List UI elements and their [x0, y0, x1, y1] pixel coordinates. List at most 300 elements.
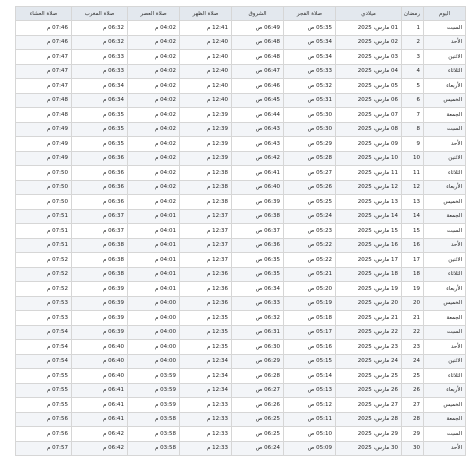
cell-fajr: 05:21 ص	[284, 267, 336, 282]
cell-ramadan-day: 22	[402, 325, 424, 340]
cell-sunrise: 06:47 ص	[232, 64, 284, 79]
table-row	[16, 412, 466, 427]
cell-ramadan-day: 29	[402, 427, 424, 442]
cell-maghrib: 06:37 م	[72, 209, 128, 224]
cell-date: 11 مارس، 2025	[336, 166, 402, 181]
cell-isha: 07:49 م	[16, 122, 72, 137]
cell-ramadan-day: 4	[402, 64, 424, 79]
cell-day: الاثنين	[424, 253, 466, 268]
cell-sunrise: 06:35 ص	[232, 253, 284, 268]
cell-day: الثلاثاء	[424, 369, 466, 384]
table-row	[16, 137, 466, 152]
cell-sunrise: 06:32 ص	[232, 311, 284, 326]
cell-day: الجمعة	[424, 108, 466, 123]
cell-dhuhr: 12:39 م	[180, 151, 232, 166]
cell-maghrib: 06:41 م	[72, 383, 128, 398]
table-row	[16, 50, 466, 65]
cell-dhuhr: 12:38 م	[180, 180, 232, 195]
cell-isha: 07:48 م	[16, 93, 72, 108]
cell-sunrise: 06:41 ص	[232, 166, 284, 181]
cell-asr: 04:02 م	[128, 35, 180, 50]
cell-isha: 07:55 م	[16, 398, 72, 413]
cell-dhuhr: 12:34 م	[180, 369, 232, 384]
cell-day: الأربعاء	[424, 180, 466, 195]
table-row	[16, 64, 466, 79]
cell-maghrib: 06:42 م	[72, 441, 128, 456]
cell-fajr: 05:30 ص	[284, 108, 336, 123]
cell-isha: 07:50 م	[16, 180, 72, 195]
cell-date: 01 مارس، 2025	[336, 21, 402, 36]
cell-day: الثلاثاء	[424, 267, 466, 282]
cell-fajr: 05:13 ص	[284, 383, 336, 398]
cell-dhuhr: 12:40 م	[180, 79, 232, 94]
cell-day: الأحد	[424, 340, 466, 355]
cell-day: الأحد	[424, 35, 466, 50]
cell-date: 29 مارس، 2025	[336, 427, 402, 442]
cell-asr: 04:01 م	[128, 224, 180, 239]
cell-asr: 04:02 م	[128, 50, 180, 65]
cell-ramadan-day: 3	[402, 50, 424, 65]
cell-asr: 04:02 م	[128, 151, 180, 166]
cell-ramadan-day: 25	[402, 369, 424, 384]
cell-maghrib: 06:39 م	[72, 296, 128, 311]
cell-day: الخميس	[424, 398, 466, 413]
cell-ramadan-day: 5	[402, 79, 424, 94]
cell-date: 10 مارس، 2025	[336, 151, 402, 166]
cell-date: 22 مارس، 2025	[336, 325, 402, 340]
cell-maghrib: 06:40 م	[72, 354, 128, 369]
cell-fajr: 05:18 ص	[284, 311, 336, 326]
cell-sunrise: 06:24 ص	[232, 441, 284, 456]
cell-day: السبت	[424, 224, 466, 239]
cell-date: 05 مارس، 2025	[336, 79, 402, 94]
cell-sunrise: 06:42 ص	[232, 151, 284, 166]
cell-asr: 04:02 م	[128, 108, 180, 123]
cell-day: السبت	[424, 427, 466, 442]
cell-isha: 07:52 م	[16, 267, 72, 282]
table-row	[16, 441, 466, 456]
cell-maghrib: 06:34 م	[72, 79, 128, 94]
cell-isha: 07:54 م	[16, 340, 72, 355]
cell-day: الثلاثاء	[424, 64, 466, 79]
cell-ramadan-day: 20	[402, 296, 424, 311]
cell-asr: 04:01 م	[128, 267, 180, 282]
cell-date: 20 مارس، 2025	[336, 296, 402, 311]
cell-maghrib: 06:36 م	[72, 166, 128, 181]
cell-ramadan-day: 30	[402, 441, 424, 456]
cell-date: 27 مارس، 2025	[336, 398, 402, 413]
table-row	[16, 151, 466, 166]
cell-maghrib: 06:33 م	[72, 64, 128, 79]
cell-sunrise: 06:44 ص	[232, 108, 284, 123]
cell-ramadan-day: 16	[402, 238, 424, 253]
table-row	[16, 180, 466, 195]
cell-ramadan-day: 2	[402, 35, 424, 50]
cell-dhuhr: 12:39 م	[180, 122, 232, 137]
cell-asr: 03:58 م	[128, 412, 180, 427]
cell-asr: 03:58 م	[128, 441, 180, 456]
cell-asr: 04:02 م	[128, 21, 180, 36]
cell-fajr: 05:33 ص	[284, 64, 336, 79]
cell-maghrib: 06:36 م	[72, 151, 128, 166]
cell-fajr: 05:19 ص	[284, 296, 336, 311]
cell-dhuhr: 12:37 م	[180, 238, 232, 253]
cell-fajr: 05:26 ص	[284, 180, 336, 195]
cell-isha: 07:55 م	[16, 383, 72, 398]
cell-asr: 04:02 م	[128, 93, 180, 108]
cell-ramadan-day: 8	[402, 122, 424, 137]
cell-isha: 07:52 م	[16, 282, 72, 297]
cell-ramadan-day: 17	[402, 253, 424, 268]
cell-day: الاثنين	[424, 151, 466, 166]
cell-day: الأربعاء	[424, 282, 466, 297]
cell-fajr: 05:10 ص	[284, 427, 336, 442]
cell-isha: 07:50 م	[16, 166, 72, 181]
cell-isha: 07:54 م	[16, 354, 72, 369]
cell-date: 25 مارس، 2025	[336, 369, 402, 384]
cell-dhuhr: 12:38 م	[180, 195, 232, 210]
table-row	[16, 195, 466, 210]
header-row	[16, 7, 466, 21]
cell-fajr: 05:25 ص	[284, 195, 336, 210]
cell-ramadan-day: 26	[402, 383, 424, 398]
cell-isha: 07:52 م	[16, 253, 72, 268]
cell-day: الثلاثاء	[424, 166, 466, 181]
cell-fajr: 05:22 ص	[284, 238, 336, 253]
cell-ramadan-day: 21	[402, 311, 424, 326]
table-row	[16, 35, 466, 50]
cell-fajr: 05:12 ص	[284, 398, 336, 413]
cell-fajr: 05:27 ص	[284, 166, 336, 181]
cell-maghrib: 06:34 م	[72, 93, 128, 108]
cell-date: 13 مارس، 2025	[336, 195, 402, 210]
cell-isha: 07:54 م	[16, 325, 72, 340]
cell-dhuhr: 12:34 م	[180, 383, 232, 398]
cell-asr: 04:01 م	[128, 209, 180, 224]
cell-maghrib: 06:38 م	[72, 238, 128, 253]
cell-sunrise: 06:25 ص	[232, 427, 284, 442]
cell-isha: 07:47 م	[16, 64, 72, 79]
cell-fajr: 05:22 ص	[284, 253, 336, 268]
cell-sunrise: 06:40 ص	[232, 180, 284, 195]
cell-day: الخميس	[424, 93, 466, 108]
cell-dhuhr: 12:35 م	[180, 311, 232, 326]
cell-ramadan-day: 27	[402, 398, 424, 413]
cell-date: 16 مارس، 2025	[336, 238, 402, 253]
cell-dhuhr: 12:33 م	[180, 412, 232, 427]
cell-day: الجمعة	[424, 311, 466, 326]
cell-date: 24 مارس، 2025	[336, 354, 402, 369]
cell-ramadan-day: 7	[402, 108, 424, 123]
cell-fajr: 05:28 ص	[284, 151, 336, 166]
table-body	[16, 21, 466, 456]
cell-ramadan-day: 14	[402, 209, 424, 224]
cell-dhuhr: 12:35 م	[180, 340, 232, 355]
cell-maghrib: 06:39 م	[72, 311, 128, 326]
cell-isha: 07:46 م	[16, 21, 72, 36]
cell-maghrib: 06:35 م	[72, 108, 128, 123]
cell-fajr: 05:29 ص	[284, 137, 336, 152]
cell-date: 02 مارس، 2025	[336, 35, 402, 50]
table-row	[16, 325, 466, 340]
cell-sunrise: 06:45 ص	[232, 93, 284, 108]
cell-date: 04 مارس، 2025	[336, 64, 402, 79]
cell-date: 14 مارس، 2025	[336, 209, 402, 224]
table-row	[16, 224, 466, 239]
table-row	[16, 354, 466, 369]
cell-asr: 04:02 م	[128, 122, 180, 137]
cell-asr: 04:02 م	[128, 79, 180, 94]
table-row	[16, 398, 466, 413]
cell-maghrib: 06:39 م	[72, 325, 128, 340]
prayer-times-table-container	[15, 6, 465, 456]
cell-sunrise: 06:30 ص	[232, 340, 284, 355]
cell-ramadan-day: 13	[402, 195, 424, 210]
header-asr: صلاة العصر	[128, 7, 180, 21]
cell-maghrib: 06:41 م	[72, 412, 128, 427]
table-row	[16, 296, 466, 311]
table-row	[16, 282, 466, 297]
cell-asr: 04:00 م	[128, 296, 180, 311]
cell-sunrise: 06:49 ص	[232, 21, 284, 36]
cell-sunrise: 06:48 ص	[232, 50, 284, 65]
cell-fajr: 05:34 ص	[284, 50, 336, 65]
cell-date: 15 مارس، 2025	[336, 224, 402, 239]
cell-day: الخميس	[424, 296, 466, 311]
cell-day: الأربعاء	[424, 79, 466, 94]
cell-fajr: 05:32 ص	[284, 79, 336, 94]
cell-sunrise: 06:37 ص	[232, 224, 284, 239]
cell-maghrib: 06:37 م	[72, 224, 128, 239]
cell-fajr: 05:15 ص	[284, 354, 336, 369]
cell-ramadan-day: 28	[402, 412, 424, 427]
table-row	[16, 383, 466, 398]
cell-ramadan-day: 9	[402, 137, 424, 152]
cell-asr: 04:00 م	[128, 340, 180, 355]
table-row	[16, 253, 466, 268]
cell-fajr: 05:31 ص	[284, 93, 336, 108]
cell-ramadan-day: 1	[402, 21, 424, 36]
header-sunrise: الشروق	[232, 7, 284, 21]
table-row	[16, 166, 466, 181]
cell-dhuhr: 12:37 م	[180, 253, 232, 268]
cell-maghrib: 06:40 م	[72, 369, 128, 384]
cell-day: الاثنين	[424, 50, 466, 65]
cell-dhuhr: 12:33 م	[180, 398, 232, 413]
cell-day: الجمعة	[424, 209, 466, 224]
cell-sunrise: 06:39 ص	[232, 195, 284, 210]
cell-date: 28 مارس، 2025	[336, 412, 402, 427]
cell-sunrise: 06:36 ص	[232, 238, 284, 253]
cell-isha: 07:47 م	[16, 50, 72, 65]
cell-sunrise: 06:26 ص	[232, 398, 284, 413]
cell-sunrise: 06:28 ص	[232, 369, 284, 384]
header-fajr: صلاة الفجر	[284, 7, 336, 21]
cell-maghrib: 06:32 م	[72, 21, 128, 36]
table-row	[16, 108, 466, 123]
cell-isha: 07:49 م	[16, 151, 72, 166]
header-date: ميلادي	[336, 7, 402, 21]
cell-maghrib: 06:35 م	[72, 137, 128, 152]
cell-asr: 03:59 م	[128, 383, 180, 398]
cell-sunrise: 06:38 ص	[232, 209, 284, 224]
cell-isha: 07:57 م	[16, 441, 72, 456]
cell-ramadan-day: 23	[402, 340, 424, 355]
table-row	[16, 427, 466, 442]
table-row	[16, 209, 466, 224]
cell-isha: 07:55 م	[16, 369, 72, 384]
cell-day: الأحد	[424, 137, 466, 152]
cell-maghrib: 06:36 م	[72, 195, 128, 210]
cell-day: السبت	[424, 122, 466, 137]
cell-day: الأحد	[424, 238, 466, 253]
cell-fajr: 05:23 ص	[284, 224, 336, 239]
cell-date: 09 مارس، 2025	[336, 137, 402, 152]
cell-isha: 07:56 م	[16, 427, 72, 442]
cell-sunrise: 06:27 ص	[232, 383, 284, 398]
cell-isha: 07:49 م	[16, 137, 72, 152]
cell-sunrise: 06:31 ص	[232, 325, 284, 340]
cell-asr: 04:01 م	[128, 282, 180, 297]
header-isha: صلاة العشاء	[16, 7, 72, 21]
cell-fajr: 05:09 ص	[284, 441, 336, 456]
cell-fajr: 05:30 ص	[284, 122, 336, 137]
cell-isha: 07:48 م	[16, 108, 72, 123]
cell-dhuhr: 12:40 م	[180, 35, 232, 50]
cell-isha: 07:56 م	[16, 412, 72, 427]
cell-asr: 03:58 م	[128, 427, 180, 442]
cell-asr: 04:00 م	[128, 354, 180, 369]
cell-dhuhr: 12:33 م	[180, 427, 232, 442]
cell-isha: 07:51 م	[16, 224, 72, 239]
cell-asr: 04:02 م	[128, 137, 180, 152]
cell-day: الخميس	[424, 195, 466, 210]
cell-date: 30 مارس، 2025	[336, 441, 402, 456]
cell-asr: 04:01 م	[128, 253, 180, 268]
cell-asr: 04:02 م	[128, 64, 180, 79]
cell-isha: 07:53 م	[16, 311, 72, 326]
cell-maghrib: 06:32 م	[72, 35, 128, 50]
cell-isha: 07:47 م	[16, 79, 72, 94]
cell-fajr: 05:20 ص	[284, 282, 336, 297]
cell-maghrib: 06:42 م	[72, 427, 128, 442]
cell-date: 08 مارس، 2025	[336, 122, 402, 137]
cell-day: الأربعاء	[424, 383, 466, 398]
header-dhuhr: صلاة الظهر	[180, 7, 232, 21]
header-maghrib: صلاة المغرب	[72, 7, 128, 21]
cell-asr: 04:02 م	[128, 180, 180, 195]
cell-sunrise: 06:43 ص	[232, 122, 284, 137]
cell-dhuhr: 12:36 م	[180, 296, 232, 311]
cell-date: 19 مارس، 2025	[336, 282, 402, 297]
cell-date: 26 مارس، 2025	[336, 383, 402, 398]
cell-dhuhr: 12:39 م	[180, 108, 232, 123]
cell-ramadan-day: 19	[402, 282, 424, 297]
cell-isha: 07:51 م	[16, 238, 72, 253]
cell-asr: 04:02 م	[128, 195, 180, 210]
cell-date: 23 مارس، 2025	[336, 340, 402, 355]
cell-maghrib: 06:36 م	[72, 180, 128, 195]
table-row	[16, 238, 466, 253]
table-row	[16, 122, 466, 137]
cell-maghrib: 06:40 م	[72, 340, 128, 355]
cell-fajr: 05:24 ص	[284, 209, 336, 224]
cell-ramadan-day: 11	[402, 166, 424, 181]
cell-fajr: 05:14 ص	[284, 369, 336, 384]
table-row	[16, 21, 466, 36]
cell-isha: 07:46 م	[16, 35, 72, 50]
cell-maghrib: 06:33 م	[72, 50, 128, 65]
cell-asr: 04:02 م	[128, 166, 180, 181]
cell-day: الجمعة	[424, 412, 466, 427]
header-day: اليوم	[424, 7, 466, 21]
cell-ramadan-day: 10	[402, 151, 424, 166]
cell-maghrib: 06:38 م	[72, 253, 128, 268]
cell-dhuhr: 12:36 م	[180, 282, 232, 297]
cell-fajr: 05:34 ص	[284, 35, 336, 50]
cell-date: 21 مارس، 2025	[336, 311, 402, 326]
cell-asr: 04:00 م	[128, 311, 180, 326]
header-ramadan: رمضان	[402, 7, 424, 21]
cell-ramadan-day: 18	[402, 267, 424, 282]
cell-sunrise: 06:46 ص	[232, 79, 284, 94]
cell-date: 12 مارس، 2025	[336, 180, 402, 195]
cell-date: 06 مارس، 2025	[336, 93, 402, 108]
cell-ramadan-day: 6	[402, 93, 424, 108]
cell-sunrise: 06:25 ص	[232, 412, 284, 427]
cell-dhuhr: 12:40 م	[180, 93, 232, 108]
table-header	[16, 7, 466, 21]
cell-dhuhr: 12:36 م	[180, 267, 232, 282]
cell-sunrise: 06:35 ص	[232, 267, 284, 282]
cell-day: الأحد	[424, 441, 466, 456]
cell-dhuhr: 12:41 م	[180, 21, 232, 36]
cell-date: 17 مارس، 2025	[336, 253, 402, 268]
cell-dhuhr: 12:37 م	[180, 209, 232, 224]
table-row	[16, 79, 466, 94]
cell-fajr: 05:17 ص	[284, 325, 336, 340]
table-row	[16, 369, 466, 384]
cell-ramadan-day: 12	[402, 180, 424, 195]
table-row	[16, 311, 466, 326]
cell-maghrib: 06:35 م	[72, 122, 128, 137]
cell-day: السبت	[424, 21, 466, 36]
cell-date: 07 مارس، 2025	[336, 108, 402, 123]
cell-ramadan-day: 15	[402, 224, 424, 239]
table-row	[16, 340, 466, 355]
cell-asr: 04:01 م	[128, 238, 180, 253]
cell-day: الاثنين	[424, 354, 466, 369]
cell-sunrise: 06:48 ص	[232, 35, 284, 50]
table-row	[16, 267, 466, 282]
cell-asr: 04:00 م	[128, 325, 180, 340]
cell-sunrise: 06:29 ص	[232, 354, 284, 369]
cell-fajr: 05:16 ص	[284, 340, 336, 355]
cell-dhuhr: 12:40 م	[180, 50, 232, 65]
cell-dhuhr: 12:35 م	[180, 325, 232, 340]
cell-asr: 03:59 م	[128, 398, 180, 413]
cell-dhuhr: 12:38 م	[180, 166, 232, 181]
cell-sunrise: 06:33 ص	[232, 296, 284, 311]
cell-ramadan-day: 24	[402, 354, 424, 369]
cell-fajr: 05:11 ص	[284, 412, 336, 427]
prayer-times-table	[15, 6, 466, 456]
cell-date: 03 مارس، 2025	[336, 50, 402, 65]
cell-dhuhr: 12:39 م	[180, 137, 232, 152]
cell-fajr: 05:35 ص	[284, 21, 336, 36]
cell-dhuhr: 12:40 م	[180, 64, 232, 79]
cell-maghrib: 06:41 م	[72, 398, 128, 413]
